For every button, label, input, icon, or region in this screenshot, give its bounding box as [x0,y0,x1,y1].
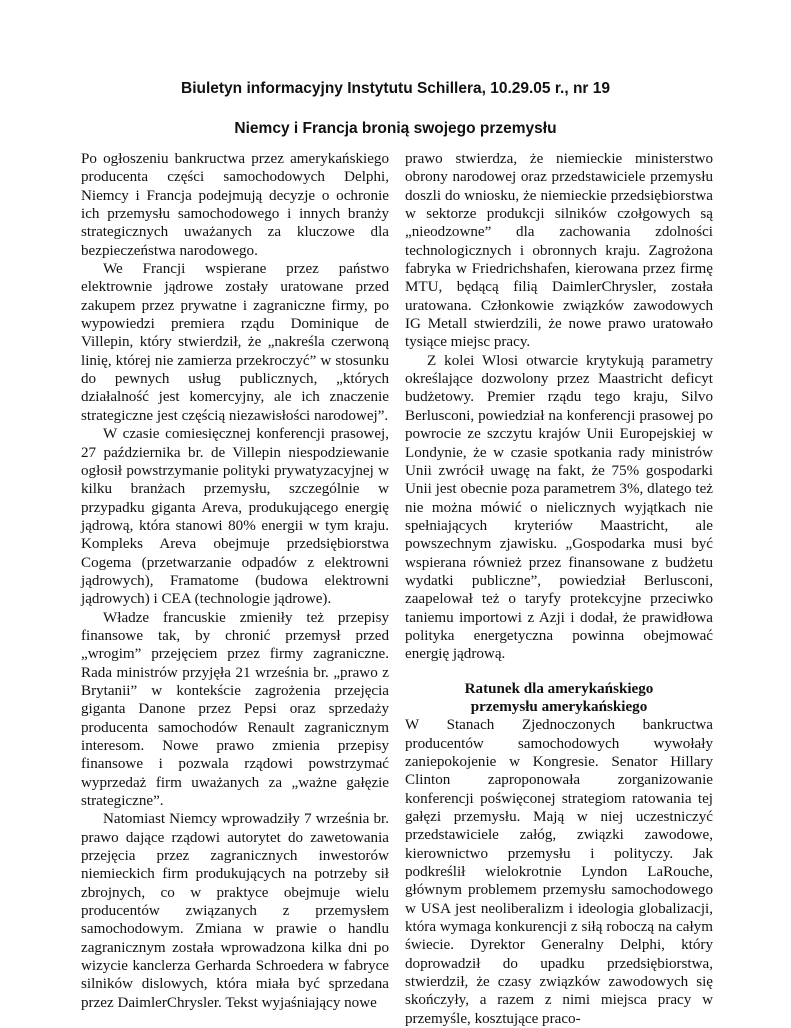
right-column [405,150,713,1028]
paragraph: Natomiast Niemcy wprowadziły 7 września br. prawo dające rządowi autorytet do zawetowania przejęcia przez zagranicznych inwestorów niemieckich firm produkujących na potrzeby sił zbrojnych, co w praktyce obejmuje wielu producentów związanych z przemysłem samochodowym. Zmiana w prawie o handlu zagranicznym została wprowadzona kilka dni po wizycie kanclerza Gerharda Schroedera w fabryce silników dislowych, która miała być sprzedana przez DaimlerChrysler. Tekst wyjaśniający nowe [81,811,389,1011]
paragraph: W Stanach Zjednoczonych bankructwa producentów samochodowych wywołały zaniepokojenie w Kongresie. Senator Hillary Clinton zaproponowała zorganizowanie konferencji poświęconej strategiom ratowania tej gałęzi przemysłu. Mają w niej uczestniczyć przedstawiciele załóg, związki zawodowe, kierownictwo przemysłu i polityczy. Jak podkreślił wielokrotnie Lyndon LaRouche, głównym problemem przemysłu samochodowego w USA jest neoliberalizm i ideologia globalizacji, która wymaga konkurencji z siłą roboczą na całym świecie. Dyrektor Generalny Delphi, który doprowadził do upadku przedsiębiorstwa, stwierdził, że czasy związków zawodowych się skończyły, a razem z nimi miejsca pracy w przemyśle, kosztujące praco- [405,717,713,1027]
paragraph: Po ogłoszeniu bankructwa przez amerykańskiego producenta części samochodowych Delphi, Niemcy i Francja podejmują decyzje o ochronie ich przemysłu samochodowego i innych branży strategicznych uważanych za kluczowe dla bezpieczeństwa narodowego. [81,151,389,259]
section-heading [405,680,713,717]
section-heading-line: przemysłu amerykańskiego [470,698,648,715]
article-title: Niemcy i Francja bronią swojego przemysłu [234,120,557,137]
paragraph: Władze francuskie zmieniły też przepisy finansowe tak, by chronić przemysł przed „wrogim” przejęciem przez firmy zagraniczne. Rada ministrów przyjęła 21 września br. „prawo z Brytanii” w kontekście zagrożenia przejęcia giganta Danone przez Pepsi oraz sprzedaży producenta samochodów Renault zagranicznym interesom. Nowe prawo zmienia przepisy finansowe i pozwala rządowi powstrzymać wyprzedaż firm uważanych za „ważne gałęzie strategiczne”. [81,609,389,810]
paragraph: W czasie comiesięcznej konferencji prasowej, 27 października br. de Villepin niespodziewanie ogłosił powstrzymanie polityki prywatyzacyjnej w kilku branżach przemysłu, szczególnie w przypadku giganta Areva, produkującego energię jądrową, która stanowi 80% energii w tym kraju. Kompleks Areva obejmuje przedsiębiorstwa Cogema (przetwarzanie odpadów z elektrowni jądrowych), Framatome (budowa elektrowni jądrowych) i CEA (technologie jądrowe). [81,426,389,608]
bulletin-title: Biuletyn informacyjny Instytutu Schillera, 10.29.05 r., nr 19 [181,80,610,97]
paragraph: Z kolei Wlosi otwarcie krytykują parametry określające dozwolony przez Maastricht deficyt budżetowy. Premier rządu tego kraju, Silvo Berlusconi, powiedział na konferencji prasowej po powrocie ze szczytu krajów Unii Europejskiej w Londynie, że w czasie spotkania rady ministrów Unii zwrócił uwagę na fakt, że 75% gospodarki Unii jest obecnie poza parametrem 3%, dlatego też nie można mówić o nielicznych wyjątkach nie spełniających kryteriów Maastricht, ale powszechnym zjawisku. „Gospodarka musi być wspierana również przez finansowane z budżetu wydatki publiczne”, powiedział Berlusconi, zaapelował też o taryfy protekcyjne przeciwko taniemu importowi z Azji i dodał, że prawidłowa polityka energetyczna powinna obejmować energię jądrową. [405,352,713,663]
left-column [81,150,389,1012]
paragraph: prawo stwierdza, że niemieckie ministerstwo obrony narodowej oraz przedstawiciele przemysłu doszli do wniosku, że niemieckie przedsiębiorstwa w sektorze produkcji silników czołgowych są „nieodzowne” dla zachowania zdolności technologicznych i obronnych kraju. Zagrożona fabryka w Friedrichshafen, kierowana przez firmę MTU, będącą filią DaimlerChrysler, została uratowana. Członkowie związków zawodowych IG Metall stwierdzili, że nowe prawo uratowało tysiące miejsc pracy. [405,151,713,351]
paragraph: We Francji wspierane przez państwo elektrownie jądrowe zostały uratowane przed zakupem przez prywatne i zagraniczne firmy, po wypowiedzi premiera rządu Dominique de Villepin, który stwierdził, że „nakreśla czerwoną linię, której nie zamierza przekroczyć” w stosunku do pewnych usług publicznych, „których działalność jest komercyjny, ale ich znaczenie strategiczne jest częścią niezawisłości narodowej”. [81,261,389,424]
section-heading-line: Ratunek dla amerykańskiego [464,680,654,697]
